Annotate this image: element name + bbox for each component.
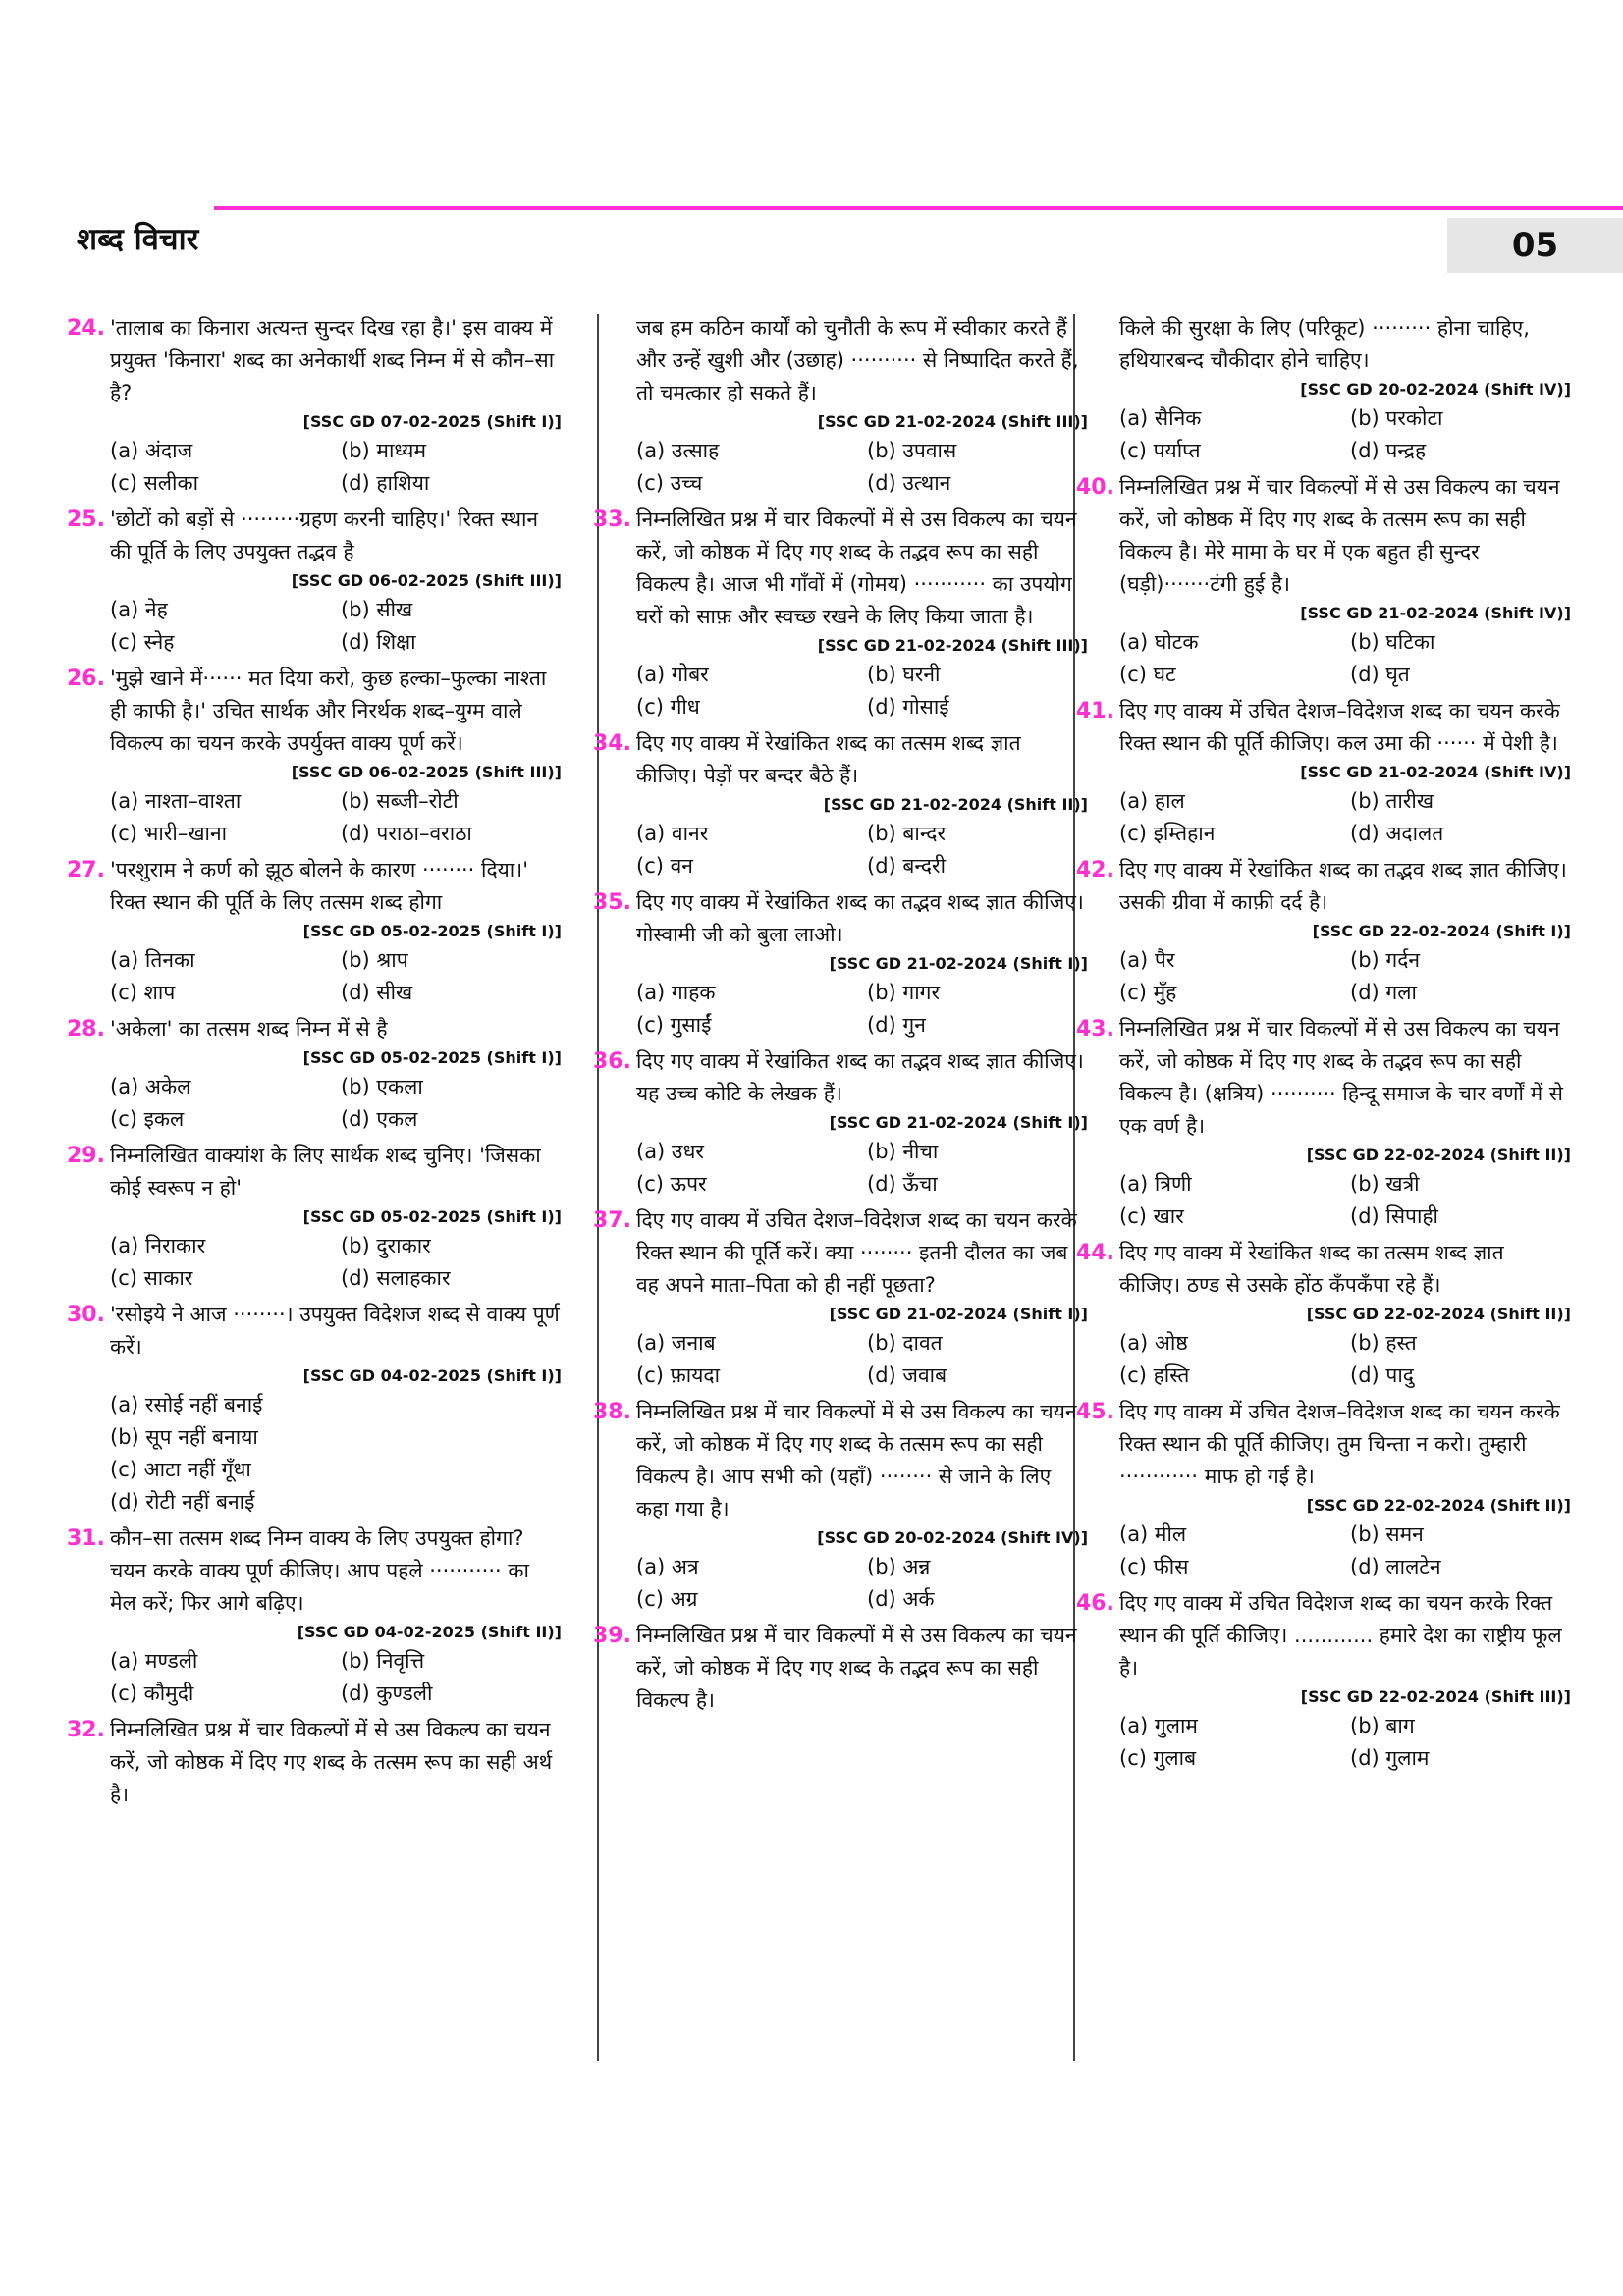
question-block bbox=[67, 663, 562, 854]
options-grid bbox=[1119, 1327, 1571, 1392]
question-number: 27. bbox=[67, 858, 105, 882]
question-number: 34. bbox=[593, 731, 631, 756]
option-item: (b) सब्जी–रोटी bbox=[341, 789, 459, 813]
question-number: 42. bbox=[1076, 858, 1114, 882]
option-item: (c) ऊपर bbox=[636, 1172, 707, 1196]
question-text: दिए गए वाक्य में रेखांकित शब्द का तद्भव शब्द ज्ञात कीजिए। यह उच्च कोटि के लेखक हैं। bbox=[636, 1049, 1084, 1105]
options-grid bbox=[1119, 1168, 1571, 1233]
option-item: (a) अत्र bbox=[636, 1555, 699, 1578]
option-item: (d) पराठा–वराठा bbox=[341, 822, 472, 845]
options-grid bbox=[110, 1071, 562, 1136]
option-item: (b) सूप नहीं बनाया bbox=[110, 1425, 258, 1449]
options-grid bbox=[1119, 1519, 1571, 1583]
option-item: (c) उच्च bbox=[636, 471, 703, 495]
option-item: (c) पर्याप्त bbox=[1119, 439, 1201, 462]
options-grid bbox=[1119, 626, 1571, 691]
option-item: (d) लालटेन bbox=[1350, 1555, 1441, 1578]
question-number: 37. bbox=[593, 1208, 631, 1233]
question-block bbox=[593, 886, 1088, 1045]
exam-source: [SSC GD 21-02-2024 (Shift I)] bbox=[829, 954, 1088, 973]
option-item: (c) स्नेह bbox=[110, 630, 175, 654]
option-item: (b) सीख bbox=[341, 598, 413, 621]
question-number: 25. bbox=[67, 507, 105, 532]
question-text: कौन–सा तत्सम शब्द निम्न वाक्य के लिए उपयुक्त होगा? चयन करके वाक्य पूर्ण कीजिए। आप पहले ··········· का मेल करें; फिर आगे बढ़िए। bbox=[110, 1526, 529, 1615]
option-item: (d) गुन bbox=[867, 1013, 926, 1037]
question-text: दिए गए वाक्य में उचित देशज–विदेशज शब्द का चयन करके रिक्त स्थान की पूर्ति करें। क्या ········ इतनी दौलत का जब वह अपने माता–पिता को ही नहीं पूछता? bbox=[636, 1208, 1077, 1297]
option-item: (a) नेह bbox=[110, 598, 168, 621]
exam-source: [SSC GD 05-02-2025 (Shift I)] bbox=[302, 1207, 562, 1226]
question-text: 'अकेला' का तत्सम शब्द निम्न में से है bbox=[110, 1017, 388, 1041]
exam-source: [SSC GD 05-02-2025 (Shift I)] bbox=[302, 922, 562, 940]
option-item: (d) कुण्डली bbox=[341, 1682, 433, 1705]
option-item: (c) घट bbox=[1119, 663, 1176, 686]
option-item: (d) अर्क bbox=[867, 1587, 935, 1611]
option-item: (a) घोटक bbox=[1119, 630, 1199, 654]
question-text: निम्नलिखित प्रश्न में चार विकल्पों में से उस विकल्प का चयन करें, जो कोष्ठक में दिए गए शब्द के तद्भव रूप का सही विकल्प है। bbox=[636, 1624, 1077, 1712]
question-text: 'छोटों को बड़ों से ·········ग्रहण करनी चाहिए।' रिक्त स्थान की पूर्ति के लिए उपयुक्त तद्भव है bbox=[110, 507, 539, 563]
option-item: (c) खार bbox=[1119, 1204, 1184, 1228]
question-block bbox=[593, 1396, 1088, 1620]
question-text: दिए गए वाक्य में उचित देशज–विदेशज शब्द का चयन करके रिक्त स्थान की पूर्ति कीजिए। कल उमा की ······ में पेशी है। bbox=[1119, 699, 1560, 755]
question-text: दिए गए वाक्य में उचित विदेशज शब्द का चयन करके रिक्त स्थान की पूर्ति कीजिए। ............ हमारे देश का राष्ट्रीय फूल है। bbox=[1119, 1591, 1562, 1680]
option-item: (a) हाल bbox=[1119, 789, 1185, 813]
options-grid bbox=[636, 659, 1088, 723]
question-block bbox=[593, 1620, 1088, 1721]
option-item: (d) रोटी नहीं बनाई bbox=[110, 1490, 255, 1514]
question-block bbox=[67, 1714, 562, 1815]
column-right bbox=[1076, 312, 1571, 1779]
option-item: (b) घटिका bbox=[1350, 630, 1435, 654]
option-item: (d) गुलाम bbox=[1350, 1746, 1430, 1770]
question-block bbox=[1119, 312, 1571, 471]
exam-source: [SSC GD 21-02-2024 (Shift I)] bbox=[829, 1305, 1088, 1323]
option-item: (d) शिक्षा bbox=[341, 630, 416, 654]
question-block bbox=[67, 312, 562, 504]
option-item: (a) ओष्ठ bbox=[1119, 1331, 1188, 1355]
question-block bbox=[67, 1522, 562, 1714]
option-item: (a) पैर bbox=[1119, 948, 1175, 972]
question-number: 24. bbox=[67, 316, 105, 341]
question-number: 45. bbox=[1076, 1400, 1114, 1424]
question-block bbox=[67, 504, 562, 663]
question-text: 'रसोइये ने आज ········। उपयुक्त विदेशज शब्द से वाक्य पूर्ण करें। bbox=[110, 1303, 560, 1359]
question-block bbox=[593, 1045, 1088, 1204]
question-block bbox=[636, 312, 1088, 504]
exam-source: [SSC GD 21-02-2024 (Shift III)] bbox=[817, 412, 1088, 431]
exam-source: [SSC GD 21-02-2024 (Shift II)] bbox=[823, 795, 1088, 814]
options-grid bbox=[636, 977, 1088, 1041]
option-item: (a) मण्डली bbox=[110, 1649, 198, 1673]
question-text: जब हम कठिन कार्यों को चुनौती के रूप में स्वीकार करते हैं और उन्हें खुशी और (उछाह) ·········· से निष्पादित करते हैं, तो चमत्कार हो सकते हैं। bbox=[636, 316, 1079, 404]
option-item: (a) नाश्ता–वाश्ता bbox=[110, 789, 242, 813]
exam-source: [SSC GD 22-02-2024 (Shift III)] bbox=[1300, 1687, 1571, 1706]
option-item: (a) रसोई नहीं बनाई bbox=[110, 1393, 263, 1416]
option-item: (d) बन्दरी bbox=[867, 854, 947, 878]
option-item: (c) आटा नहीं गूँधा bbox=[110, 1458, 251, 1481]
question-number: 38. bbox=[593, 1400, 631, 1424]
option-item: (c) फीस bbox=[1119, 1555, 1189, 1578]
question-block bbox=[1076, 471, 1571, 695]
option-item: (b) परकोटा bbox=[1350, 406, 1443, 430]
option-item: (a) उधर bbox=[636, 1140, 704, 1163]
option-item: (b) उपवास bbox=[867, 439, 957, 462]
options-grid bbox=[110, 1230, 562, 1295]
option-item: (b) गर्दन bbox=[1350, 948, 1421, 972]
options-grid bbox=[636, 1327, 1088, 1392]
option-item: (a) सैनिक bbox=[1119, 406, 1202, 430]
question-number: 26. bbox=[67, 667, 105, 691]
question-block bbox=[67, 1013, 562, 1140]
question-block bbox=[593, 727, 1088, 886]
question-number: 44. bbox=[1076, 1241, 1114, 1265]
question-number: 43. bbox=[1076, 1017, 1114, 1041]
option-item: (a) गुलाम bbox=[1119, 1714, 1198, 1737]
option-item: (a) अकेल bbox=[110, 1075, 191, 1098]
exam-source: [SSC GD 22-02-2024 (Shift I)] bbox=[1312, 922, 1571, 940]
column-middle bbox=[593, 312, 1088, 1721]
options-grid bbox=[636, 1551, 1088, 1616]
option-item: (b) माध्यम bbox=[341, 439, 427, 462]
exam-source: [SSC GD 22-02-2024 (Shift II)] bbox=[1306, 1146, 1571, 1164]
option-item: (a) गाहक bbox=[636, 981, 716, 1004]
option-item: (a) मील bbox=[1119, 1522, 1187, 1546]
option-item: (d) पन्द्रह bbox=[1350, 439, 1427, 462]
option-item: (a) निराकार bbox=[110, 1234, 206, 1257]
option-item: (b) एकला bbox=[341, 1075, 423, 1098]
column-divider bbox=[597, 314, 599, 2061]
options-grid bbox=[1119, 785, 1571, 850]
option-item: (c) गुसाईं bbox=[636, 1013, 712, 1037]
exam-source: [SSC GD 04-02-2025 (Shift I)] bbox=[302, 1366, 562, 1385]
option-item: (a) गोबर bbox=[636, 663, 709, 686]
option-item: (d) अदालत bbox=[1350, 822, 1444, 845]
option-item: (d) गला bbox=[1350, 981, 1417, 1004]
options-grid bbox=[110, 1389, 562, 1519]
question-number: 36. bbox=[593, 1049, 631, 1074]
option-item: (c) शाप bbox=[110, 981, 176, 1004]
question-text: किले की सुरक्षा के लिए (परिकूट) ········· होना चाहिए, हथियारबन्द चौकीदार होने चाहिए। bbox=[1119, 316, 1530, 372]
option-item: (d) सिपाही bbox=[1350, 1204, 1438, 1228]
exam-source: [SSC GD 22-02-2024 (Shift II)] bbox=[1306, 1305, 1571, 1323]
question-block bbox=[1076, 1013, 1571, 1237]
options-grid bbox=[1119, 1710, 1571, 1775]
exam-source: [SSC GD 21-02-2024 (Shift I)] bbox=[829, 1113, 1088, 1132]
option-item: (d) सीख bbox=[341, 981, 413, 1004]
question-block bbox=[1076, 1396, 1571, 1587]
option-item: (c) फ़ायदा bbox=[636, 1363, 721, 1387]
question-number: 33. bbox=[593, 507, 631, 532]
question-number: 46. bbox=[1076, 1591, 1114, 1616]
option-item: (d) ऊँचा bbox=[867, 1172, 938, 1196]
option-item: (b) दावत bbox=[867, 1331, 943, 1355]
question-text: निम्नलिखित प्रश्न में चार विकल्पों में से उस विकल्प का चयन करें, जो कोष्ठक में दिए गए शब्द के तत्सम रूप का सही विकल्प है। आप सभी को (यहाँ) ········ से जाने के लिए कहा गया है। bbox=[636, 1400, 1077, 1521]
options-grid bbox=[110, 435, 562, 500]
question-text: निम्नलिखित प्रश्न में चार विकल्पों में से उस विकल्प का चयन करें, जो कोष्ठक में दिए गए शब्द के तद्भव रूप का सही विकल्प है। आज भी गाँवों में (गोमय) ··········· का उपयोग घरों को साफ़ और स्वच्छ रखने के लिए किया जाता है। bbox=[636, 507, 1077, 628]
question-block bbox=[67, 1140, 562, 1299]
question-number: 39. bbox=[593, 1624, 631, 1648]
question-text: निम्नलिखित प्रश्न में चार विकल्पों में से उस विकल्प का चयन करें, जो कोष्ठक में दिए गए शब्द के तत्सम रूप का सही विकल्प है। मेरे मामा के घर में एक बहुत ही सुन्दर (घड़ी)·······टंगी हुई है। bbox=[1119, 475, 1560, 596]
question-number: 28. bbox=[67, 1017, 105, 1041]
option-item: (b) हस्त bbox=[1350, 1331, 1417, 1355]
question-text: निम्नलिखित प्रश्न में चार विकल्पों में से उस विकल्प का चयन करें, जो कोष्ठक में दिए गए शब्द के तत्सम रूप का सही अर्थ है। bbox=[110, 1718, 553, 1806]
exam-source: [SSC GD 22-02-2024 (Shift II)] bbox=[1306, 1496, 1571, 1515]
option-item: (c) भारी–खाना bbox=[110, 822, 228, 845]
option-item: (d) सलाहकार bbox=[341, 1266, 451, 1290]
question-text: निम्नलिखित वाक्यांश के लिए सार्थक शब्द चुनिए। 'जिसका कोई स्वरूप न हो' bbox=[110, 1144, 541, 1200]
question-number: 29. bbox=[67, 1144, 105, 1168]
header-rule bbox=[214, 206, 1623, 210]
exam-source: [SSC GD 04-02-2025 (Shift II)] bbox=[297, 1623, 562, 1641]
option-item: (c) मुँह bbox=[1119, 981, 1177, 1004]
question-text: दिए गए वाक्य में रेखांकित शब्द का तद्भव शब्द ज्ञात कीजिए। गोस्वामी जी को बुला लाओ। bbox=[636, 890, 1084, 946]
question-block bbox=[593, 504, 1088, 727]
exam-source: [SSC GD 05-02-2025 (Shift I)] bbox=[302, 1048, 562, 1067]
column-left bbox=[67, 312, 562, 1815]
question-number: 32. bbox=[67, 1718, 105, 1742]
option-item: (b) बान्दर bbox=[867, 822, 947, 845]
exam-source: [SSC GD 21-02-2024 (Shift IV)] bbox=[1300, 763, 1571, 781]
question-block bbox=[1076, 1237, 1571, 1396]
question-text: दिए गए वाक्य में रेखांकित शब्द का तद्भव शब्द ज्ञात कीजिए। उसकी ग्रीवा में काफ़ी दर्द है। bbox=[1119, 858, 1567, 914]
option-item: (d) एकल bbox=[341, 1107, 418, 1131]
option-item: (c) इकल bbox=[110, 1107, 185, 1131]
option-item: (b) समन bbox=[1350, 1522, 1424, 1546]
question-text: निम्नलिखित प्रश्न में चार विकल्पों में से उस विकल्प का चयन करें, जो कोष्ठक में दिए गए शब्द के तद्भव रूप का सही विकल्प है। (क्षत्रिय) ·········· हिन्दू समाज के चार वर्णों में से एक वर्ण है। bbox=[1119, 1017, 1563, 1138]
option-item: (d) गोसाई bbox=[867, 695, 949, 719]
question-block bbox=[593, 1204, 1088, 1396]
question-block bbox=[1076, 1587, 1571, 1779]
exam-source: [SSC GD 06-02-2025 (Shift III)] bbox=[291, 763, 562, 781]
option-item: (d) हाशिया bbox=[341, 471, 430, 495]
question-text: 'परशुराम ने कर्ण को झूठ बोलने के कारण ········ दिया।' रिक्त स्थान की पूर्ति के लिए तत्सम शब्द होगा bbox=[110, 858, 528, 914]
options-grid bbox=[110, 944, 562, 1009]
option-item: (c) वन bbox=[636, 854, 693, 878]
exam-source: [SSC GD 21-02-2024 (Shift III)] bbox=[817, 636, 1088, 655]
options-grid bbox=[636, 1136, 1088, 1201]
question-text: 'तालाब का किनारा अत्यन्त सुन्दर दिख रहा है।' इस वाक्य में प्रयुक्त 'किनारा' शब्द का अनेकार्थी शब्द निम्न में से कौन–सा है? bbox=[110, 316, 555, 404]
exam-source: [SSC GD 20-02-2024 (Shift IV)] bbox=[817, 1528, 1088, 1547]
option-item: (c) गीध bbox=[636, 695, 700, 719]
option-item: (b) नीचा bbox=[867, 1140, 939, 1163]
option-item: (c) इम्तिहान bbox=[1119, 822, 1216, 845]
option-item: (a) अंदाज bbox=[110, 439, 193, 462]
exam-source: [SSC GD 20-02-2024 (Shift IV)] bbox=[1300, 380, 1571, 399]
options-grid bbox=[110, 1645, 562, 1710]
option-item: (b) अन्न bbox=[867, 1555, 931, 1578]
exam-source: [SSC GD 21-02-2024 (Shift IV)] bbox=[1300, 604, 1571, 622]
option-item: (b) दुराकार bbox=[341, 1234, 431, 1257]
question-block bbox=[1076, 695, 1571, 854]
option-item: (d) घृत bbox=[1350, 663, 1410, 686]
options-grid bbox=[1119, 402, 1571, 467]
option-item: (d) उत्थान bbox=[867, 471, 951, 495]
question-block bbox=[67, 1299, 562, 1522]
exam-source: [SSC GD 07-02-2025 (Shift I)] bbox=[302, 412, 562, 431]
option-item: (c) गुलाब bbox=[1119, 1746, 1197, 1770]
option-item: (c) साकार bbox=[110, 1266, 193, 1290]
option-item: (a) उत्साह bbox=[636, 439, 720, 462]
question-block bbox=[67, 854, 562, 1013]
question-number: 30. bbox=[67, 1303, 105, 1327]
page-number: 05 bbox=[1447, 218, 1623, 273]
options-grid bbox=[110, 785, 562, 850]
question-number: 31. bbox=[67, 1526, 105, 1551]
option-item: (b) निवृत्ति bbox=[341, 1649, 425, 1673]
option-item: (b) गागर bbox=[867, 981, 941, 1004]
option-item: (d) जवाब bbox=[867, 1363, 947, 1387]
option-item: (a) वानर bbox=[636, 822, 709, 845]
option-item: (b) बाग bbox=[1350, 1714, 1415, 1737]
option-item: (a) जनाब bbox=[636, 1331, 716, 1355]
options-grid bbox=[636, 435, 1088, 500]
question-text: 'मुझे खाने में······ मत दिया करो, कुछ हल्का–फुल्का नाश्ता ही काफी है।' उचित सार्थक और निरर्थक शब्द–युग्म वाले विकल्प का चयन करके उपर्युक्त वाक्य पूर्ण करें। bbox=[110, 667, 547, 755]
question-block bbox=[1076, 854, 1571, 1013]
question-text: दिए गए वाक्य में रेखांकित शब्द का तत्सम शब्द ज्ञात कीजिए। पेड़ों पर बन्दर बैठे हैं। bbox=[636, 731, 1021, 787]
option-item: (d) पादु bbox=[1350, 1363, 1414, 1387]
options-grid bbox=[636, 818, 1088, 882]
option-item: (a) तिनका bbox=[110, 948, 195, 972]
option-item: (c) कौमुदी bbox=[110, 1682, 194, 1705]
option-item: (b) श्राप bbox=[341, 948, 408, 972]
question-text: दिए गए वाक्य में उचित देशज–विदेशज शब्द का चयन करके रिक्त स्थान की पूर्ति कीजिए। तुम चिन्ता न करो। तुम्हारी ············ माफ हो गई है। bbox=[1119, 1400, 1560, 1488]
exam-source: [SSC GD 06-02-2025 (Shift III)] bbox=[291, 571, 562, 590]
option-item: (a) त्रिणी bbox=[1119, 1172, 1192, 1196]
option-item: (c) सलीका bbox=[110, 471, 199, 495]
option-item: (b) घरनी bbox=[867, 663, 941, 686]
option-item: (c) हस्ति bbox=[1119, 1363, 1190, 1387]
question-number: 41. bbox=[1076, 699, 1114, 723]
option-item: (b) खत्री bbox=[1350, 1172, 1420, 1196]
question-number: 35. bbox=[593, 890, 631, 915]
question-number: 40. bbox=[1076, 475, 1114, 500]
chapter-title: शब्द विचार bbox=[77, 222, 199, 257]
options-grid bbox=[1119, 944, 1571, 1009]
options-grid bbox=[110, 594, 562, 659]
option-item: (b) तारीख bbox=[1350, 789, 1434, 813]
option-item: (c) अग्र bbox=[636, 1587, 698, 1611]
question-text: दिए गए वाक्य में रेखांकित शब्द का तत्सम शब्द ज्ञात कीजिए। ठण्ड से उसके होंठ कँपकँपा रहे हैं। bbox=[1119, 1241, 1504, 1297]
